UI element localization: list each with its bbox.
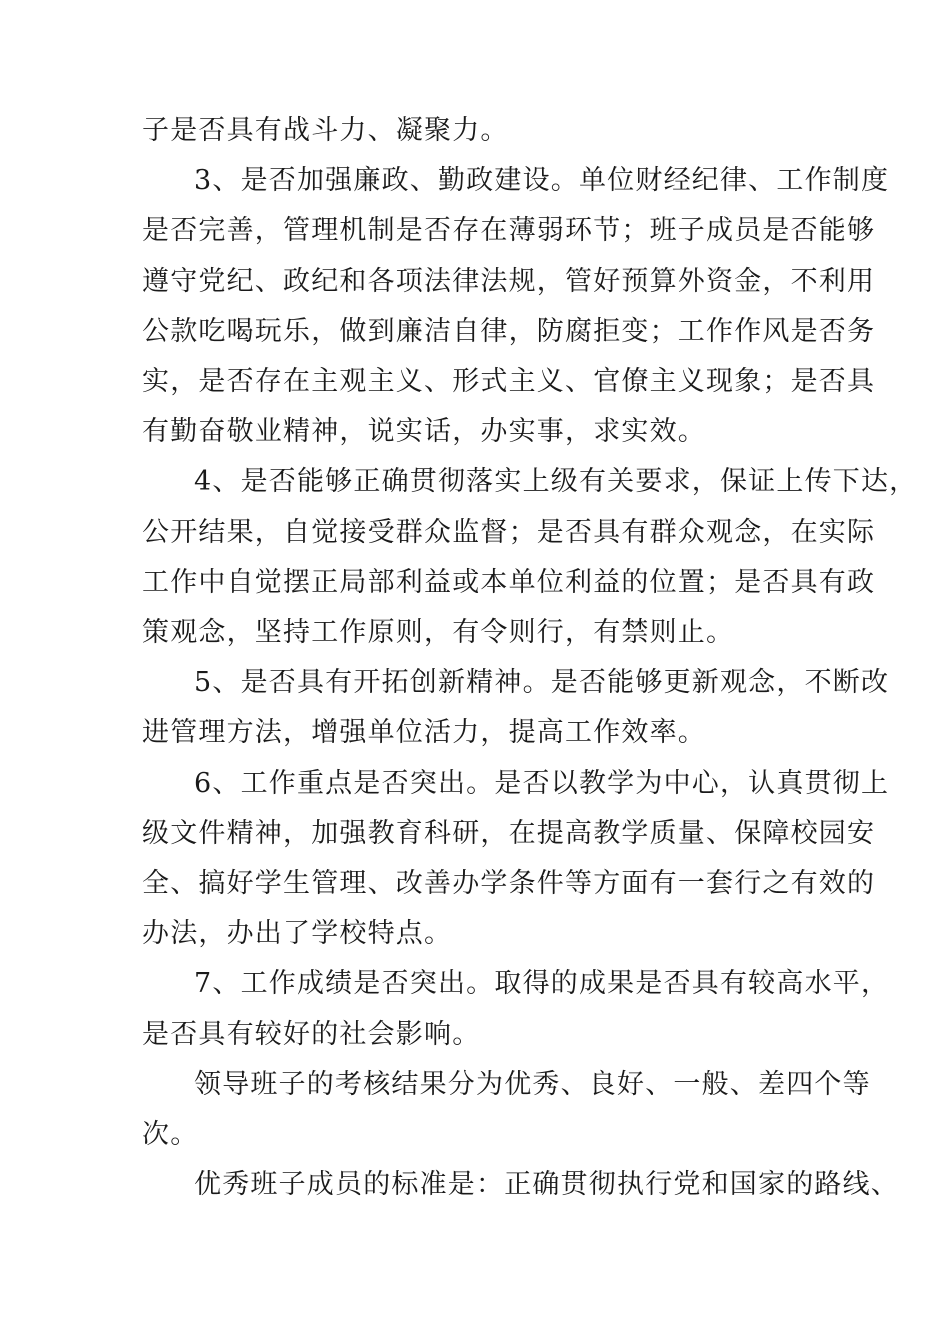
text-line: 实，是否存在主观主义、形式主义、官僚主义现象；是否具 xyxy=(142,366,876,398)
text-line: 3、是否加强廉政、勤政建设。单位财经纪律、工作制度 xyxy=(194,165,890,197)
text-line: 办法，办出了学校特点。 xyxy=(142,918,453,950)
text-line: 领导班子的考核结果分为优秀、良好、一般、差四个等 xyxy=(194,1068,871,1100)
text-line: 4、是否能够正确贯彻落实上级有关要求，保证上传下达， xyxy=(194,466,918,498)
text-line: 子是否具有战斗力、凝聚力。 xyxy=(142,115,509,146)
text-line: 工作中自觉摆正局部利益或本单位利益的位置；是否具有政 xyxy=(142,566,876,598)
text-line: 是否具有较好的社会影响。 xyxy=(142,1018,481,1050)
text-line: 遵守党纪、政纪和各项法律法规，管好预算外资金，不利用 xyxy=(142,265,876,297)
text-line: 7、工作成绩是否突出。取得的成果是否具有较高水平， xyxy=(194,968,890,1000)
text-line: 公开结果，自觉接受群众监督；是否具有群众观念，在实际 xyxy=(142,516,876,548)
text-line: 公款吃喝玩乐，做到廉洁自律，防腐拒变；工作作风是否务 xyxy=(142,315,876,347)
text-line: 进管理方法，增强单位活力，提高工作效率。 xyxy=(142,717,706,749)
text-line: 5、是否具有开拓创新精神。是否能够更新观念，不断改 xyxy=(194,667,890,699)
text-line: 优秀班子成员的标准是：正确贯彻执行党和国家的路线、 xyxy=(194,1169,899,1201)
text-line: 全、搞好学生管理、改善办学条件等方面有一套行之有效的 xyxy=(142,868,876,900)
text-line: 是否完善，管理机制是否存在薄弱环节；班子成员是否能够 xyxy=(142,215,876,247)
text-line: 策观念，坚持工作原则，有令则行，有禁则止。 xyxy=(142,617,735,649)
text-line: 6、工作重点是否突出。是否以教学为中心，认真贯彻上 xyxy=(194,767,890,799)
text-line: 级文件精神，加强教育科研，在提高教学质量、保障校园安 xyxy=(142,817,876,849)
document-body xyxy=(142,106,918,1210)
text-line: 次。 xyxy=(142,1119,199,1151)
text-line: 有勤奋敬业精神，说实话，办实事，求实效。 xyxy=(142,416,706,448)
